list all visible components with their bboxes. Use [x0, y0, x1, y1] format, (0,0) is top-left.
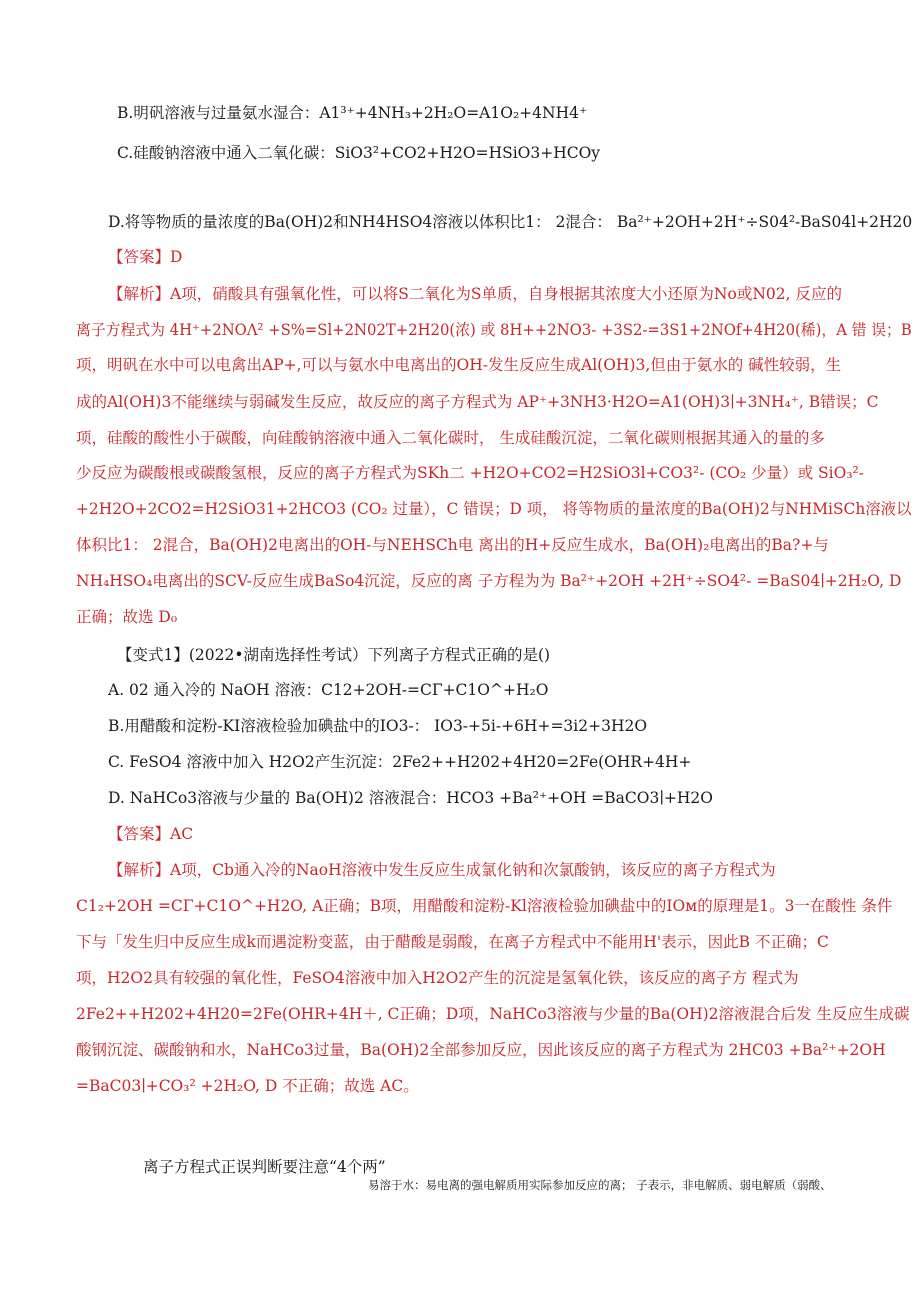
question-option-b: B.明矾溶液与过量氨水湿合：A1³⁺+4NH₃+2H₂O=A1O₂+4NH4⁺	[117, 104, 588, 122]
analysis-line: 成的Al(OH)3不能继续与弱碱发生反应，故反应的离子方程式为 AP⁺+3NH3·H2O=A1(OH)3∣+3NH₄⁺, B错误；C	[76, 393, 879, 411]
analysis-line: NH₄HSO₄电离出的SCV-反应生成BaSo4沉淀，反应的离 子方程为为 Ba²⁺+2OH +2H⁺÷SO4²- =BaS04∣+2H₂O, D	[76, 572, 902, 590]
question-answer: 【答案】D	[108, 248, 183, 266]
question-option-d: D.将等物质的量浓度的Ba(OH)2和NH4HSO4溶液以体积比1： 2混合： Ba²⁺+2OH+2H⁺÷S04²-BaS04l+2H20	[108, 213, 913, 231]
variant-option-a: A. 02 通入冷的 NaOH 溶液：C12+2OH-=CΓ+C1O^+H₂O	[108, 681, 549, 699]
variant-option-c: C. FeSO4 溶液中加入 H2O2产生沉淀：2Fe2++H202+4H20=2Fe(OHR+4H+	[108, 753, 692, 771]
analysis-line: 酸钢沉淀、碳酸钠和水，NaHCo3过量，Ba(OH)2全部参加反应，因此该反应的离子方程式为 2HC03 +Ba²⁺+2OH	[76, 1041, 886, 1059]
analysis-line: 2Fe2++H202+4H20=2Fe(OHR+4H＋, C正确；D项，NaHCo3溶液与少量的Ba(OH)2溶液混合后发 生反应生成碳	[76, 1005, 910, 1023]
analysis-line: 少反应为碳酸根或碳酸氢根，反应的离子方程式为SKh二 +H2O+CO2=H2SiO3l+CO3²- (CO₂ 少量）或 SiO₃²-	[76, 464, 864, 482]
note-subline: 易溶于水：易电离的强电解质用实际参加反应的离； 子表示，非电解质、弱电解质（弱酸、	[368, 1178, 832, 1192]
analysis-line: 体积比1： 2混合，Ba(OH)2电离出的OH-与NEHSCh电 离出的H+反应生成水，Ba(OH)₂电离出的Ba?+与	[76, 536, 829, 554]
variant-option-b: B.用醋酸和淀粉-KI溶液检验加碘盐中的IO3-： IO3-+5i-+6H+=3i2+3H2O	[108, 717, 648, 735]
analysis-line: =BaC03∣+CO₃² +2H₂O, D 不正确；故选 AC。	[76, 1077, 419, 1095]
note-heading: 离子方程式正误判断要注意“4个两”	[143, 1158, 386, 1176]
analysis-line: 下与「发生归中反应生成k而遇淀粉变蓝，由于醋酸是弱酸，在离子方程式中不能用H'表示，因此B 不正确；C	[76, 933, 829, 951]
variant-answer: 【答案】AC	[108, 825, 194, 843]
analysis-line: C1₂+2OH =CΓ+C1O^+H2O, A正确；B项，用醋酸和淀粉-Kl溶液检验加碘盐中的IOм的原理是1。3一在酸性 条件	[76, 897, 893, 915]
analysis-line: 【解析】A项，硝酸具有强氧化性，可以将S二氧化为S单质，自身根据其浓度大小还原为No或N02, 反应的	[108, 285, 842, 303]
analysis-line: 项，硅酸的酸性小于碳酸，向硅酸钠溶液中通入二氧化碳时， 生成硅酸沉淀，二氧化碳则根据其通入的量的多	[76, 429, 825, 447]
analysis-line: 【解析】A项，Cb通入冷的NaoH溶液中发生反应生成氯化钠和次氯酸钠，该反应的离子方程式为	[108, 861, 776, 879]
analysis-line: +2H2O+2CO2=H2SiO31+2HCO3 (CO₂ 过量），C 错误；D 项， 将等物质的量浓度的Ba(OH)2与NHMiSCh溶液以	[76, 500, 912, 518]
variant-option-d: D. NaHCo3溶液与少量的 Ba(OH)2 溶液混合：HCO3 +Ba²⁺+OH =BaCO3∣+H2O	[108, 789, 713, 807]
analysis-line: 项，明矾在水中可以电禽出AP+,可以与氨水中电离出的OH-发生反应生成Al(OH)3,但由于氨水的 碱性较弱，生	[76, 356, 842, 374]
analysis-line: 离子方程式为 4H⁺+2NOΛ² +S%=Sl+2N02T+2H20(浓) 或 8H++2NO3- +3S2-=3S1+2NOf+4H20(稀)，A 错 误；B	[76, 321, 912, 339]
variant-title: 【变式1】(2022•湖南选择性考试）下列离子方程式正确的是()	[117, 646, 551, 664]
analysis-line: 正确；故选 D₀	[76, 608, 178, 626]
question-option-c: C.硅酸钠溶液中通入二氧化碳：SiO3²+CO2+H2O=HSiO3+HCOy	[117, 144, 601, 162]
analysis-line: 项，H2O2具有较强的氧化性，FeSO4溶液中加入H2O2产生的沉淀是氢氧化铁，该反应的离子方 程式为	[76, 969, 799, 987]
